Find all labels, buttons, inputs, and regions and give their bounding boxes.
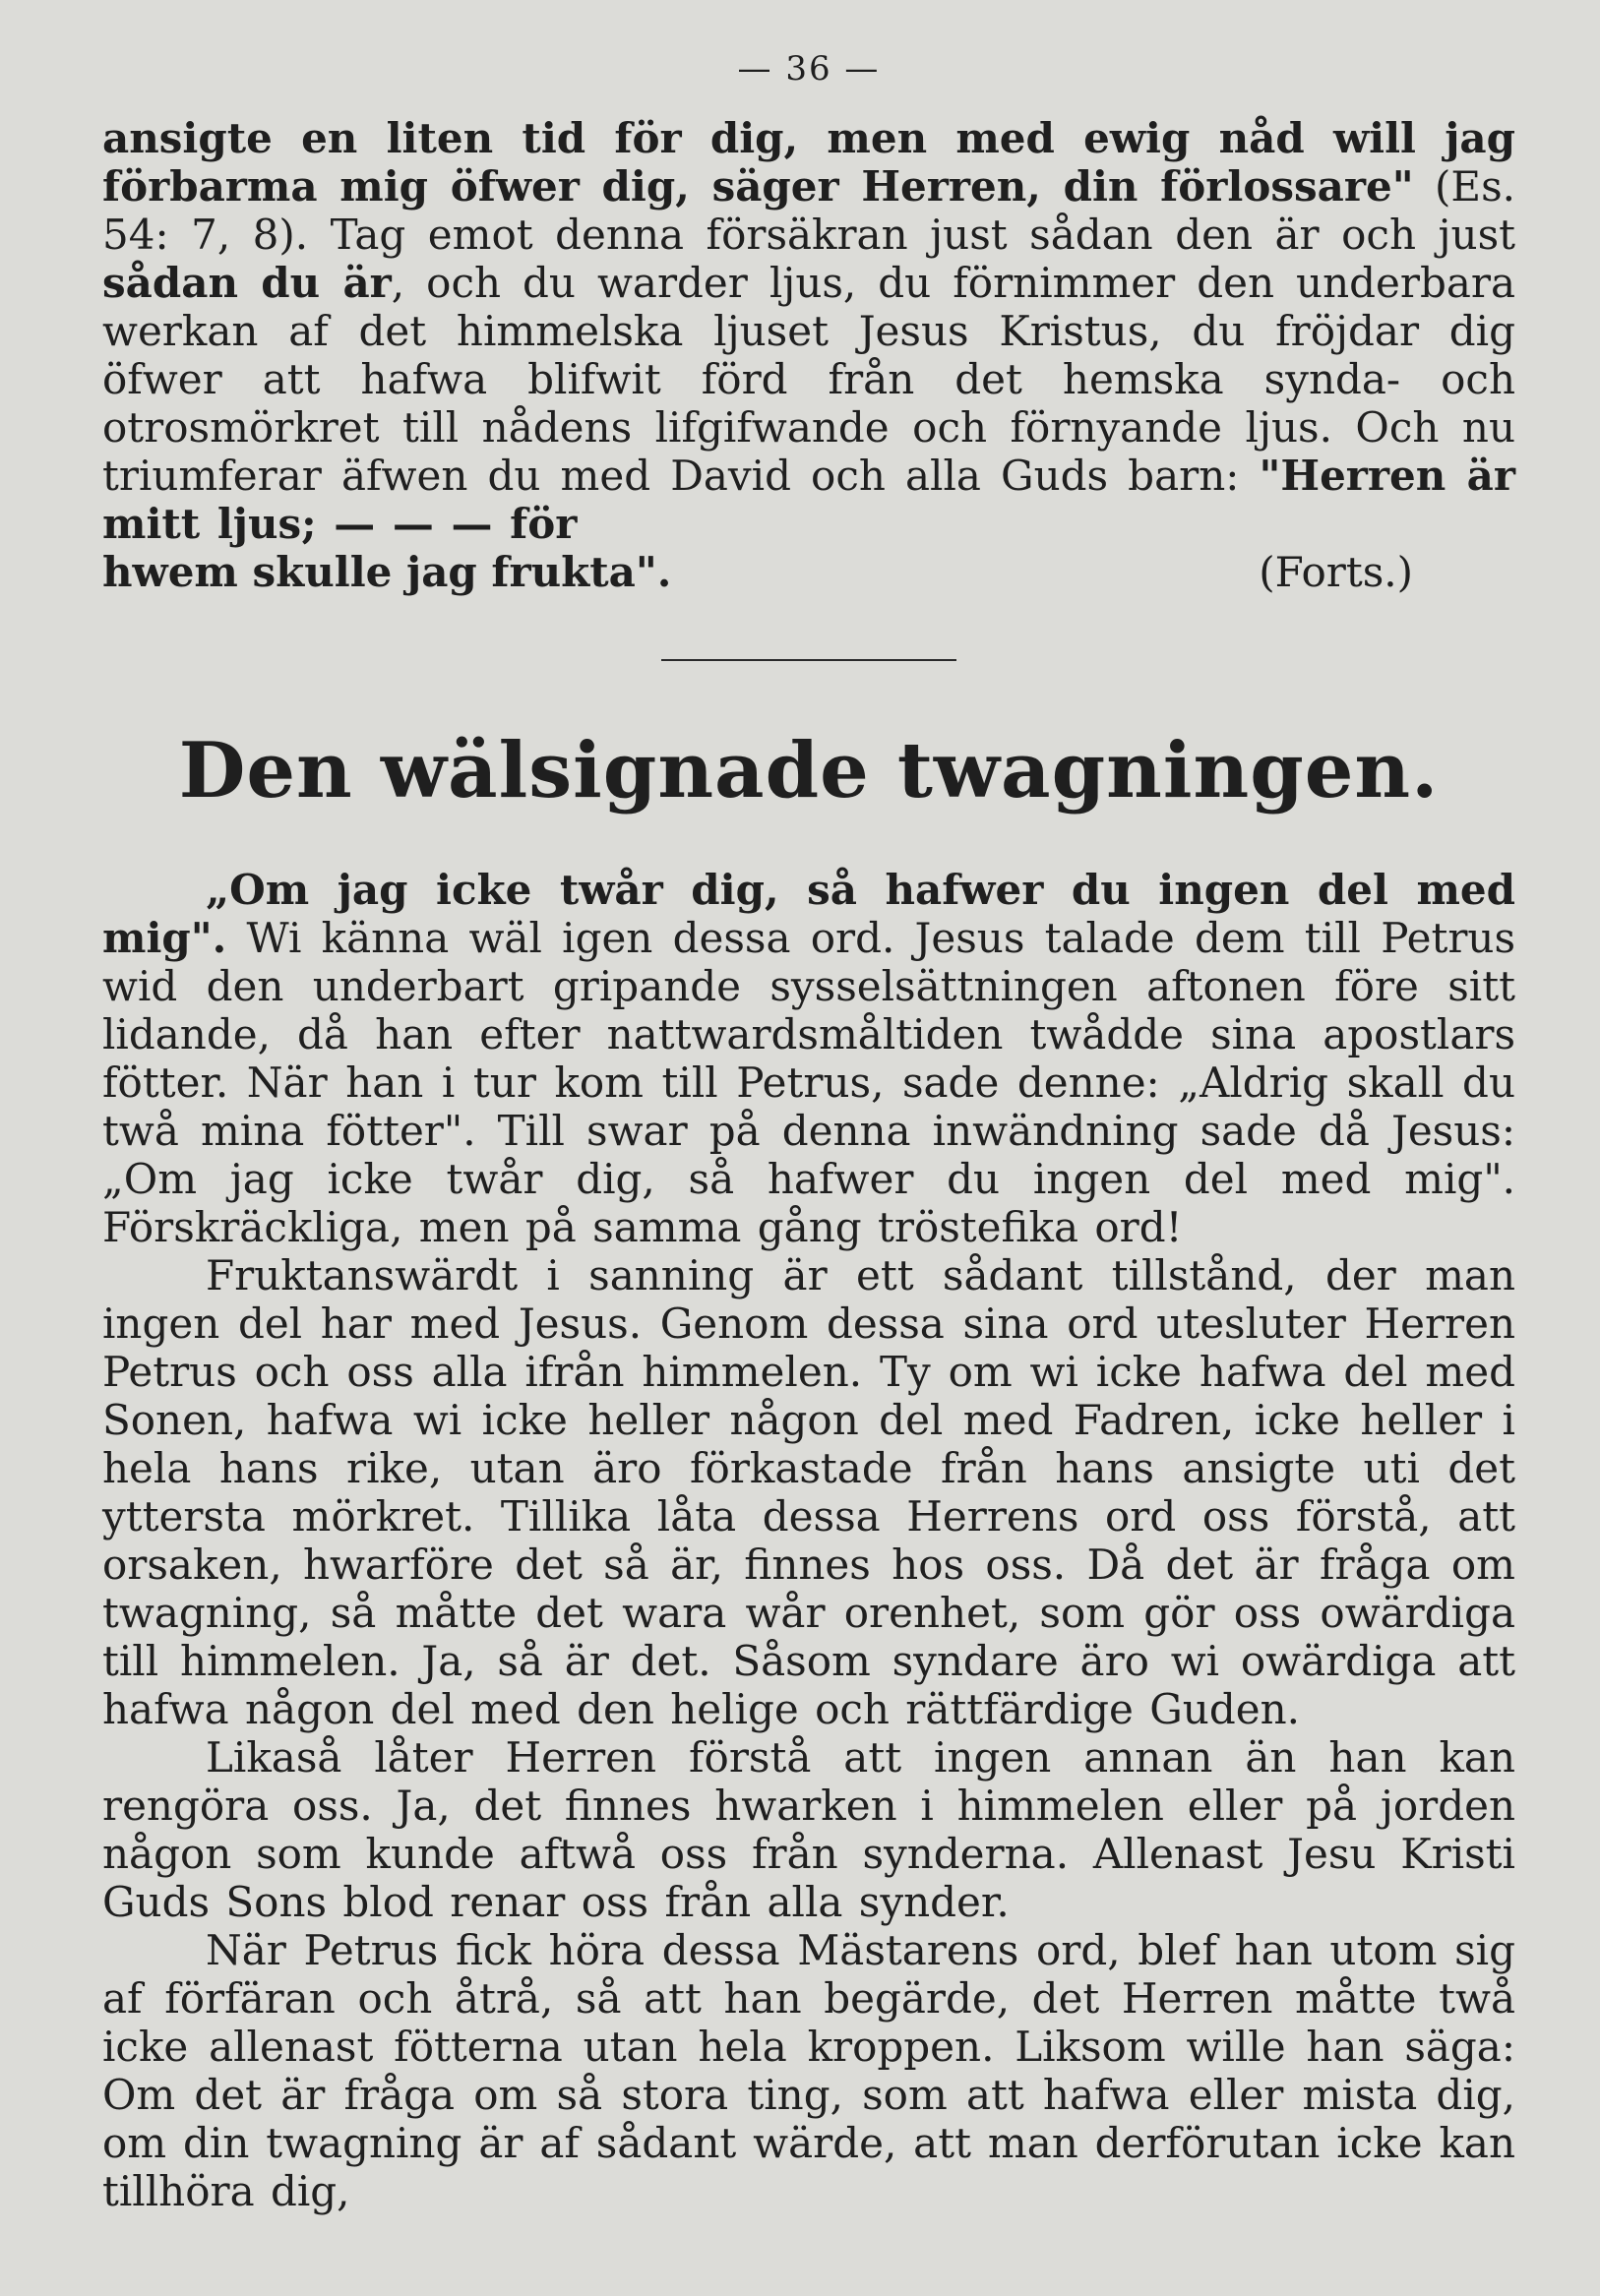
continued-marker: (Forts.) [1259, 548, 1413, 596]
bold-emphasis: sådan du är [102, 259, 392, 307]
opening-quote: „Om jag icke twår dig, så hafwer du ingen del med mig". [102, 866, 1515, 962]
page-number: — 36 — [737, 49, 881, 89]
article-paragraph-4: När Petrus fick höra dessa Mästarens ord, blef han utom sig af förfäran och åtrå, så att han begärde, det Herren måtte twå icke allenast fötterna utan hela kroppen. Liksom wille han säga: Om det är fråga om så stora ting, som att hafwa eller mista dig, om din twagning är af sådant wärde, att man derförutan icke kan tillhöra dig, [102, 1926, 1515, 2215]
paragraph-text: , och du warder ljus, du förnimmer den underbara werkan af det himmelska ljuset Jesus Kristus, du fröjdar dig öfwer att hafwa blifwit förd från det hemska synda- och otrosmörkret till nådens lifgifwande och förnyande ljus. Och nu triumferar äfwen du med David och alla Guds barn: [102, 259, 1515, 500]
previous-article-ending [102, 114, 1515, 548]
article-paragraph-3: Likaså låter Herren förstå att ingen annan än han kan rengöra oss. Ja, det finnes hwarken i himmelen eller på jorden någon som kunde aftwå oss från synderna. Allenast Jesu Kristi Guds Sons blod renar oss från alla synder. [102, 1733, 1515, 1926]
closing-line [102, 548, 1515, 596]
bold-quote: ansigte en liten tid för dig, men med ewig nåd will jag förbarma mig öfwer dig, säger Herren, din förlossare" [102, 114, 1515, 211]
article-title: Den wälsignade twagningen. [178, 726, 1440, 816]
psalm-quote: "Herren är mitt ljus; — — — för [102, 452, 1516, 548]
closing-quote: hwem skulle jag frukta". [102, 548, 672, 596]
scripture-reference: (Es. 54: 7, 8). Tag emot denna försäkran just sådan den är och just [102, 162, 1515, 259]
article-paragraph-1 [102, 866, 1515, 1251]
section-divider [661, 659, 956, 661]
paragraph-text: Wi känna wäl igen dessa ord. Jesus talade dem till Petrus wid den underbart gripande sysselsättningen aftonen före sitt lidande, då han efter nattwardsmåltiden twådde sina apostlars fötter. När han i tur kom till Petrus, sade denne: „Aldrig skall du twå mina fötter". Till swar på denna inwändning sade då Jesus: „Om jag icke twår dig, så hafwer du ingen del med mig". Förskräckliga, men på samma gång tröstefika ord! [102, 914, 1515, 1251]
article-paragraph-2: Fruktanswärdt i sanning är ett sådant tillstånd, der man ingen del har med Jesus. Genom dessa sina ord utesluter Herren Petrus och oss alla ifrån himmelen. Ty om wi icke hafwa del med Sonen, hafwa wi icke heller någon del med Fadren, icke heller i hela hans rike, utan äro förkastade från hans ansigte uti det yttersta mörkret. Tillika låta dessa Herrens ord oss förstå, att orsaken, hwarföre det så är, finnes hos oss. Då det är fråga om twagning, så måtte det wara wår orenhet, som gör oss owärdiga till himmelen. Ja, så är det. Såsom syndare äro wi owärdiga att hafwa någon del med den helige och rättfärdige Guden. [102, 1251, 1515, 1733]
